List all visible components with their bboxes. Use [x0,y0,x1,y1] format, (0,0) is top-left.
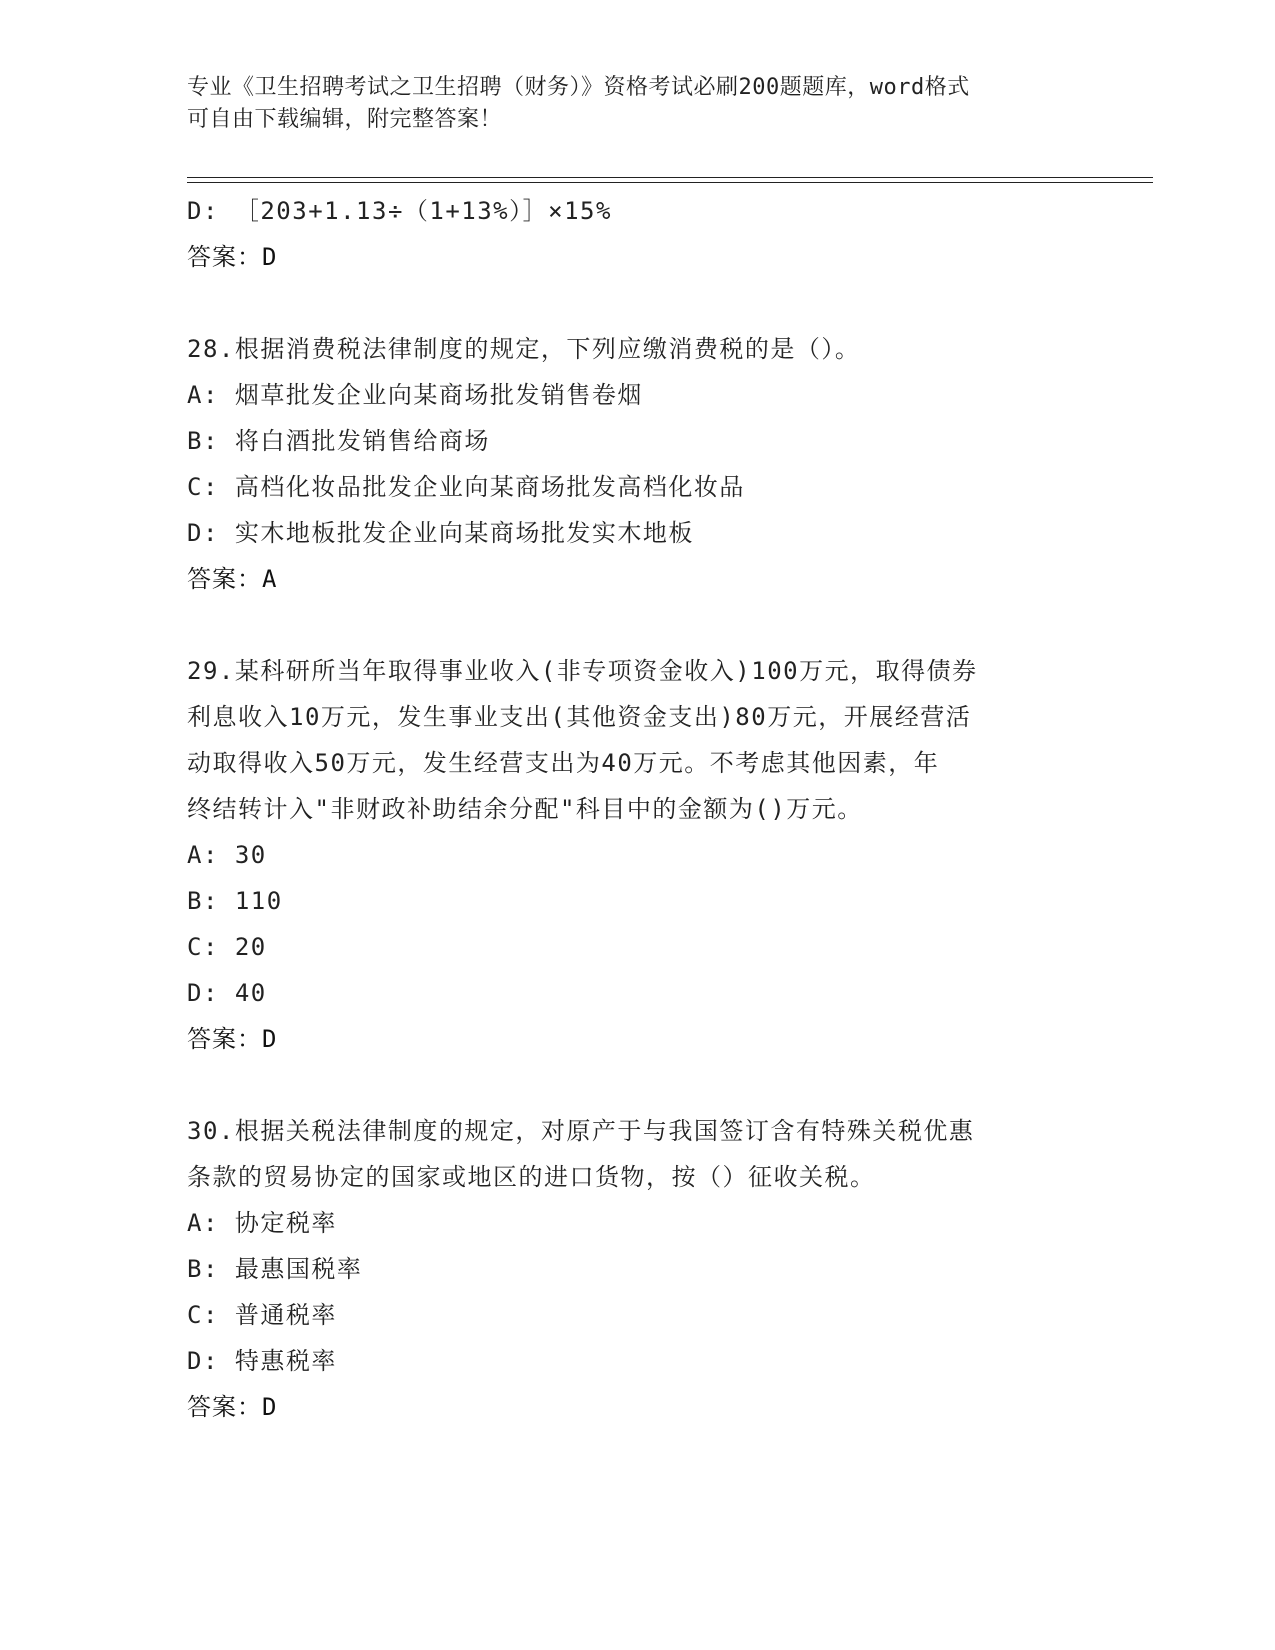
question-stem-line: 29.某科研所当年取得事业收入(非专项资金收入)100万元，取得债券 [187,657,978,685]
option-b: B: 将白酒批发销售给商场 [187,427,490,455]
option-c: C: 高档化妆品批发企业向某商场批发高档化妆品 [187,473,745,501]
option-c: C: 普通税率 [187,1301,337,1329]
answer: 答案：D [187,1393,278,1421]
question-29 [187,648,1087,1062]
option-d: D: 实木地板批发企业向某商场批发实木地板 [187,519,694,547]
option-a: A: 烟草批发企业向某商场批发销售卷烟 [187,381,643,409]
answer: 答案：D [187,1025,278,1053]
option-b: B: 最惠国税率 [187,1255,363,1283]
question-stem-line: 28.根据消费税法律制度的规定，下列应缴消费税的是（）。 [187,335,861,363]
question-content [187,188,1087,1430]
option-c: C: 20 [187,933,267,961]
question-gap [187,280,1087,326]
header-note-line-1: 专业《卫生招聘考试之卫生招聘（财务）》资格考试必刷200题题库，word格式 [187,75,970,100]
option-b: B: 110 [187,887,283,915]
option-d: D: 特惠税率 [187,1347,337,1375]
header-note-line-2: 可自由下载编辑，附完整答案！ [187,107,503,132]
question-28 [187,326,1087,602]
question-stem-line: 终结转计入"非财政补助结余分配"科目中的金额为()万元。 [187,795,863,823]
question-stem-line: 利息收入10万元，发生事业支出(其他资金支出)80万元，开展经营活 [187,703,972,731]
header-note [187,72,1067,136]
prev-question-answer: 答案：D [187,243,278,271]
question-stem-line: 动取得收入50万元，发生经营支出为40万元。不考虑其他因素，年 [187,749,940,777]
question-gap [187,1062,1087,1108]
option-d: D: 40 [187,979,267,1007]
question-gap [187,602,1087,648]
header-divider-bottom [187,182,1153,183]
option-a: A: 30 [187,841,267,869]
question-30 [187,1108,1087,1430]
option-a: A: 协定税率 [187,1209,337,1237]
header-divider-top [187,177,1153,178]
question-stem-line: 30.根据关税法律制度的规定，对原产于与我国签订含有特殊关税优惠 [187,1117,975,1145]
question-stem-line: 条款的贸易协定的国家或地区的进口货物，按（）征收关税。 [187,1163,876,1191]
answer: 答案：A [187,565,278,593]
prev-question-option-d: D: ［203+1.13÷（1+13%）］×15% [187,197,612,225]
